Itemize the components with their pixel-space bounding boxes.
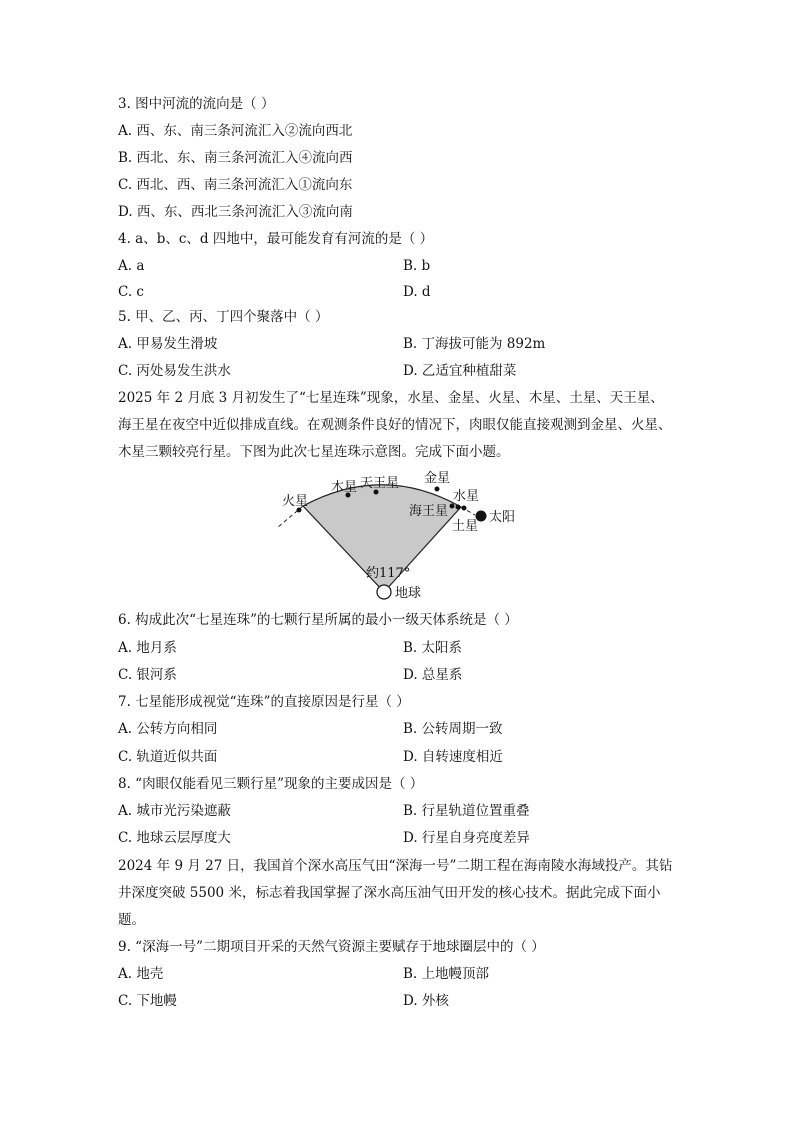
question-4-option-b: B. b — [403, 258, 431, 274]
question-5-option-d: D. 乙适宜种植甜菜 — [403, 363, 517, 379]
angle-label: 约117° — [366, 566, 411, 581]
passage-2-line-3: 题。 — [118, 912, 145, 928]
question-4-option-c: C. c — [118, 284, 144, 300]
sun-label: 太阳 — [489, 510, 516, 525]
neptune-dot — [450, 504, 455, 509]
question-6-option-d: D. 总星系 — [403, 667, 463, 683]
question-9-option-c: C. 下地幔 — [118, 993, 177, 1009]
question-9-option-d: D. 外核 — [403, 993, 449, 1009]
mercury-label: 水星 — [453, 489, 480, 504]
jupiter-label: 木星 — [331, 480, 358, 495]
question-3-option-b: B. 西北、东、南三条河流汇入④流向西 — [118, 150, 353, 166]
question-8-option-d: D. 行星自身亮度差异 — [403, 830, 530, 846]
question-7-option-c: C. 轨道近似共面 — [118, 749, 218, 765]
question-8-option-b: B. 行星轨道位置重叠 — [403, 803, 530, 819]
uranus-label: 天王星 — [360, 476, 400, 491]
question-9-option-a: A. 地壳 — [118, 966, 164, 982]
question-4-stem: 4. a、b、c、d 四地中，最可能发育有河流的是（ ） — [118, 231, 434, 247]
saturn-label: 土星 — [452, 519, 479, 534]
question-7-option-d: D. 自转速度相近 — [403, 749, 503, 765]
question-3-stem: 3. 图中河流的流向是（ ） — [118, 96, 275, 112]
question-6-option-a: A. 地月系 — [118, 640, 177, 656]
question-4-option-a: A. a — [118, 258, 145, 274]
question-7-option-b: B. 公转周期一致 — [403, 721, 503, 737]
question-6-option-c: C. 银河系 — [118, 667, 177, 683]
question-8-option-c: C. 地球云层厚度大 — [118, 830, 231, 846]
neptune-label: 海王星 — [409, 504, 449, 519]
question-4-option-d: D. d — [403, 284, 431, 300]
passage-2-line-2: 井深度突破 5500 米，标志着我国掌握了深水高压油气田开发的核心技术。据此完成下面小 — [118, 885, 661, 901]
passage-1-line-3: 木星三颗较亮行星。下图为此次七星连珠示意图。完成下面小题。 — [118, 444, 510, 460]
passage-1-line-1: 2025 年 2 月底 3 月初发生了“七星连珠”现象，水星、金星、火星、木星、土星、天王星、 — [118, 390, 664, 406]
earth-circle — [377, 585, 391, 599]
passage-2-line-1: 2024 年 9 月 27 日，我国首个深水高压气田“深海一号”二期工程在海南陵水海域投产。其钻 — [118, 858, 673, 874]
planet-alignment-diagram — [270, 465, 520, 605]
earth-label: 地球 — [395, 586, 422, 601]
question-6-option-b: B. 太阳系 — [403, 640, 463, 656]
question-5-option-a: A. 甲易发生滑坡 — [118, 336, 218, 352]
question-9-stem: 9. “深海一号”二期项目开采的天然气资源主要赋存于地球圈层中的（ ） — [118, 939, 545, 955]
question-3-option-c: C. 西北、西、南三条河流汇入①流向东 — [118, 177, 353, 193]
mars-label: 火星 — [282, 494, 309, 509]
question-3-option-a: A. 西、东、南三条河流汇入②流向西北 — [118, 123, 353, 139]
saturn-dot — [456, 505, 461, 510]
venus-label: 金星 — [424, 471, 451, 486]
mercury-dot — [462, 506, 467, 511]
question-7-option-a: A. 公转方向相同 — [118, 721, 218, 737]
question-3-option-d: D. 西、东、西北三条河流汇入③流向南 — [118, 204, 353, 220]
question-6-stem: 6. 构成此次“七星连珠”的七颗行星所属的最小一级天体系统是（ ） — [118, 612, 518, 628]
question-9-option-b: B. 上地幔顶部 — [403, 966, 490, 982]
question-7-stem: 7. 七星能形成视觉“连珠”的直接原因是行星（ ） — [118, 694, 410, 710]
question-8-option-a: A. 城市光污染遮蔽 — [118, 803, 231, 819]
question-5-stem: 5. 甲、乙、丙、丁四个聚落中（ ） — [118, 309, 329, 325]
question-5-option-c: C. 丙处易发生洪水 — [118, 363, 231, 379]
venus-dot — [435, 487, 440, 492]
passage-1-line-2: 海王星在夜空中近似排成直线。在观测条件良好的情况下，肉眼仅能直接观测到金星、火星、 — [118, 417, 672, 433]
question-5-option-b: B. 丁海拔可能为 892m — [403, 336, 546, 352]
question-8-stem: 8. “肉眼仅能看见三颗行星”现象的主要成因是（ ） — [118, 776, 424, 792]
